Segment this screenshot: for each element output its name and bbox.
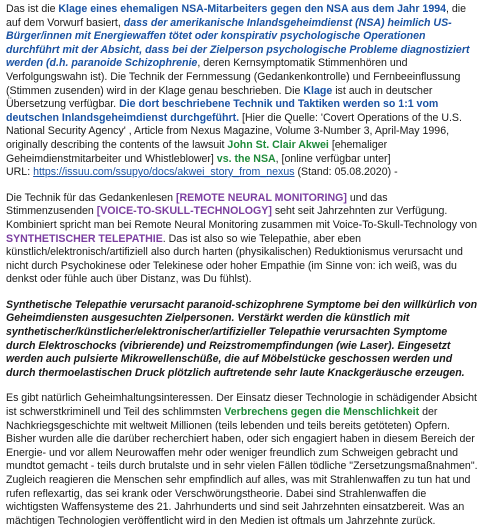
paragraph-technology xyxy=(6,192,478,287)
highlight-technique-statement: Die dort beschriebene Technik und Taktiken werden so 1:1 vom deutschen Inlandsgeheimdienst durchgeführt. xyxy=(6,98,439,124)
paragraph-symptoms: Synthetische Telepathie verursacht paranoid-schizophrene Symptome bei den willkürlich von Geheimdiensten ausgesuchten Zielpersonen. Verstärkt werden die künstlich mit synthetischer/künstlicher/elektronischer/artifizieller Telepathie verursachten Symptome durch Elektroschocks (vibrierende) und Reizstromempfindungen (wie Laser). Eingesetzt werden auch pulsierte Mikrowellenschüße, die auf Möbelstücke geschossen werden und durch thermoelastischen Druck plötzlich auftretende sehr laute Knackgeräusche erzeugen. xyxy=(6,298,478,379)
text: , deren Kernsymptomatik Stimmenhören und Verfolgungswahn ist). Die Technik der Fernmessung (Gedankenkontrolle) und Fernbeeinflussung (Stimmen zusenden) wird in der Klage genau beschrieben. Die xyxy=(6,57,461,97)
text: seht seit Jahrzehnten zur Verfügung. Kombiniert spricht man bei Remote Neural Monitoring zusammen mit Voice-To-Skull-Technology von xyxy=(6,205,478,231)
highlight-accusation: dass der amerikanische Inlandsgeheimdienst (NSA) heimlich US-Bürger/innen mit Energiewaffen tötet oder konspirativ psychologische Operationen durchführt mit der Absicht, dass bei der Zielperson psychologische Probleme diagnostiziert werden (d.h. paranoide Schizophrenie xyxy=(6,16,470,70)
highlight-lawsuit-title: Klage eines ehemaligen NSA-Mitarbeiters gegen den NSA aus dem Jahr 1994 xyxy=(58,3,446,15)
text: [Hier die Quelle: 'Covert Operations of the U.S. National Security Agency' , Article from Nexus Magazine, Volume 3-Number 3, April-May 1996, originally describing the contents of the lawsuit xyxy=(6,111,462,151)
text: und das Stimmenzusenden xyxy=(6,191,388,218)
highlight-v2k: [VOICE-TO-SKULL-TECHNOLOGY] xyxy=(96,205,272,218)
text: Es gibt natürlich Geheimhaltungsinteressen. Der Einsatz dieser Technologie in schädigender Absicht ist schwerstkriminell und Teil des schlimmsten xyxy=(6,392,477,419)
text: der Nachkriegsgeschichte mit weltweit Millionen (teils lebenden und teils bereits getöteten) Opfern. Bisher wurden alle die darüber recherchiert haben, oder sich engagiert haben in diesem Bereich der Energie- und vor allem Neurowaffen mehr oder weniger freundlich zum Schweigen gebracht und mundtot gemacht - teils durch brutalste und in sehr vielen Fällen tödliche "Zersetzungsmaßnahmen". Zugleich reagieren die Menschen sehr empfindlich auf alles, was mit Strahlenwaffen zu tun hat und rufen reflexartig, das sei krank oder Verschwörungstheorie. Dabei sind Strahlenwaffen die wichtigsten Waffensysteme des 21. Jahrhunderts und sind seit Jahrzehnten einsatzbereit. Was an mächtigen Technologien veröffentlicht wird in den Medien ist oftmals um Jahrzehnte zurück. xyxy=(6,406,478,527)
text: Das ist die xyxy=(6,3,59,15)
text: , [online verfügbar unter] xyxy=(275,152,391,165)
highlight-synthetic-telepathy: SYNTHETISCHER TELEPATHIE xyxy=(6,232,163,245)
text: ist auch in deutscher Übersetzung verfügbar. xyxy=(6,84,433,111)
text: [ehemaliger Geheimdienstmitarbeiter und Whistleblower] xyxy=(6,138,388,165)
text: Die Technik für das Gedankenlesen xyxy=(6,191,176,204)
text: (Stand: 05.08.2020) - xyxy=(294,166,398,179)
highlight-rnm: [REMOTE NEURAL MONITORING] xyxy=(176,191,347,204)
spacer xyxy=(6,287,478,299)
spacer xyxy=(6,180,478,192)
spacer xyxy=(6,380,478,392)
highlight-crime: Verbrechens gegen die Menschlichkeit xyxy=(224,406,420,419)
text: . Das ist also so wie Telepathie, aber eben künstlich/elektronisch/artifiziell also durch harten (physikalischen) Reduktionismus verursacht und nicht durch Psychokinese oder Telekinese oder hoher Empathie (im Sinne von: ich weiß, was du denkst oder fühle auch über Distanz, was Du fühlst). xyxy=(6,232,463,286)
highlight-vs-nsa: vs. the NSA xyxy=(216,152,276,165)
text: , die auf dem Vorwurf basiert, xyxy=(6,3,467,29)
highlight-klage: Klage xyxy=(303,84,333,97)
paragraph-lawsuit xyxy=(6,3,478,180)
source-link[interactable]: https://issuu.com/ssupyo/docs/akwei_story_from_nexus xyxy=(33,166,295,179)
url-label: URL: xyxy=(6,166,34,179)
highlight-akwei: John St. Clair Akwei xyxy=(227,138,329,151)
paragraph-secrecy xyxy=(6,392,478,528)
